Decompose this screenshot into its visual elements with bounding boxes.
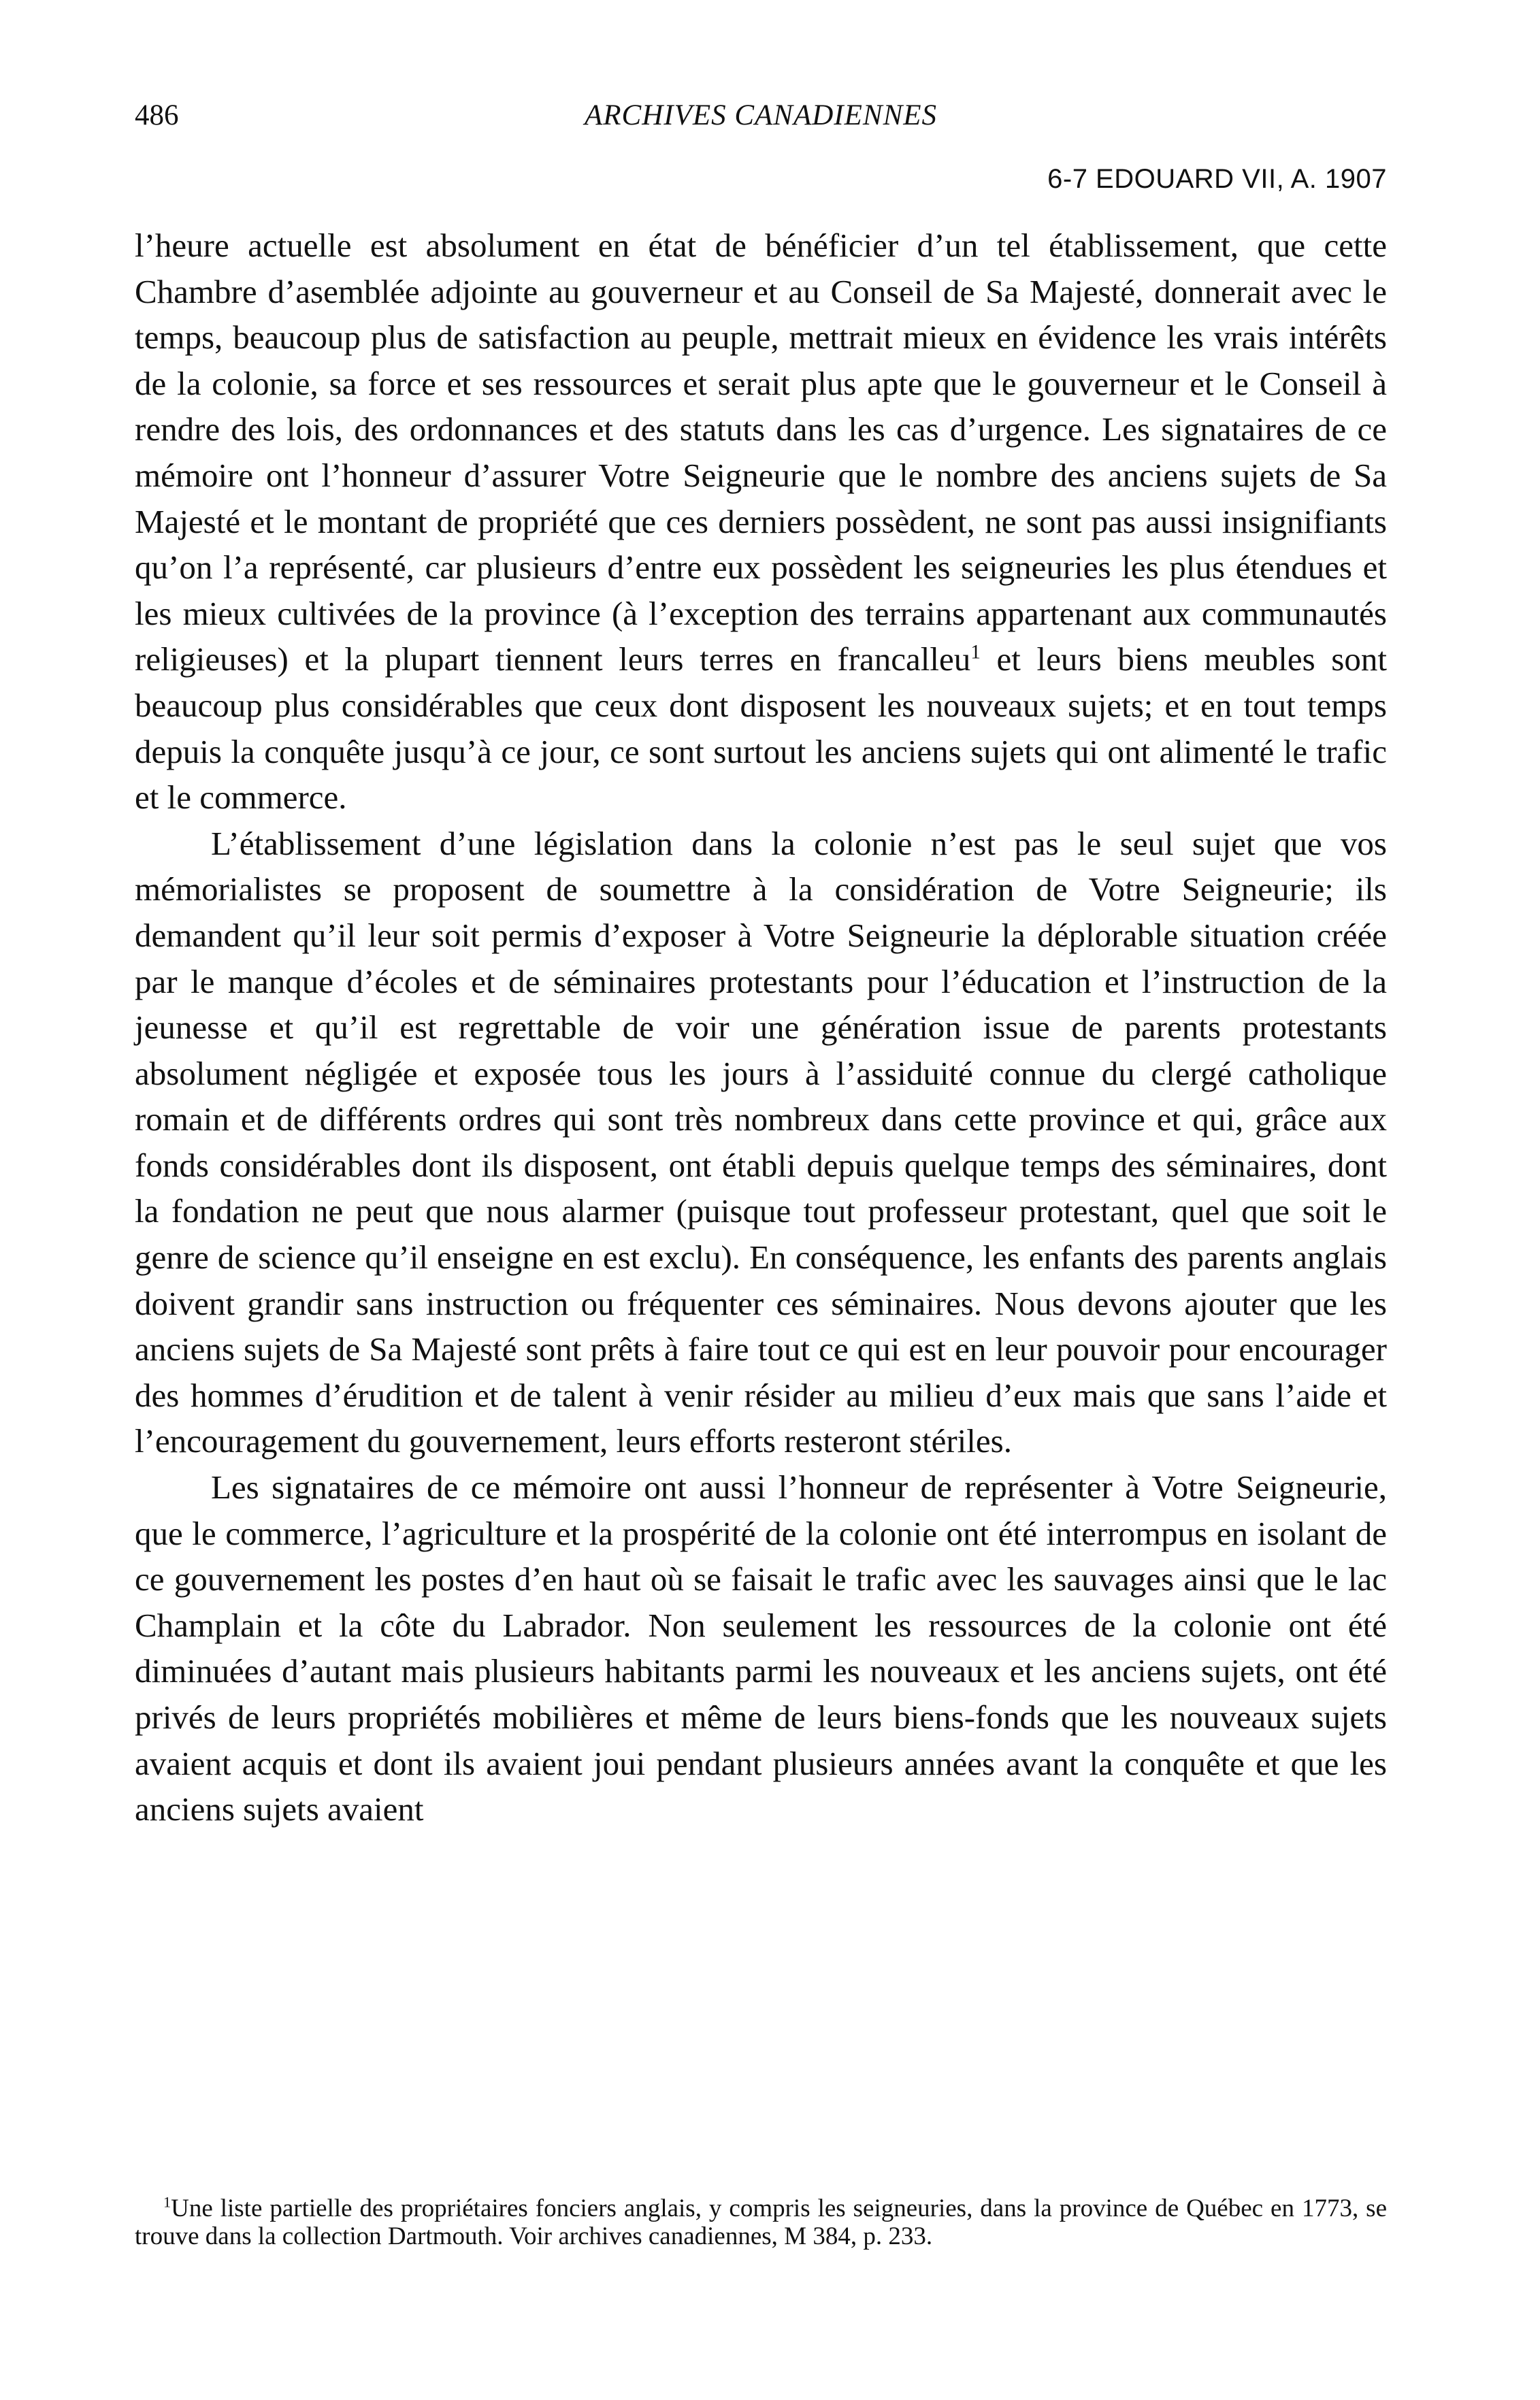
footnote-text: Une liste partielle des propriétaires fonciers anglais, y compris les seigneuries, dans la province de Québec en 1773, se trouve dans la collection Dartmouth. Voir archives canadiennes, M 384, p. 233. — [135, 2194, 1387, 2250]
session-label: 6-7 EDOUARD VII, A. 1907 — [1047, 164, 1387, 194]
paragraph-1-part-b: et leurs biens meubles sont beaucoup plus considérables que ceux dont disposent les nouveaux sujets; et en tout temps depuis la conquête jusqu’à ce jour, ce sont surtout les anciens sujets qui ont alimenté le trafic et le commerce. — [135, 640, 1387, 817]
paragraph-3: Les signataires de ce mémoire ont aussi l’honneur de représenter à Votre Seigneurie, que le commerce, l’agriculture et la prospérité de la colonie ont été interrompus en isolant de ce gouvernement les postes d’en haut où se faisait le trafic avec les sauvages ainsi que le lac Champlain et la côte du Labrador. Non seulement les ressources de la colonie ont été diminuées d’autant mais plusieurs habitants parmi les nouveaux et les anciens sujets, ont été privés de leurs propriétés mobilières et même de leurs biens-fonds que les nouveaux sujets avaient acquis et dont ils avaient joui pendant plusieurs années avant la conquête et que les anciens sujets avaient — [135, 1468, 1387, 1828]
paragraph-2: L’établissement d’une législation dans la colonie n’est pas le seul sujet que vos mémorialistes se proposent de soumettre à la considération de Votre Seigneurie; ils demandent qu’il leur soit permis d’exposer à Votre Seigneurie la déplorable situation créée par le manque d’écoles et de séminaires protestants pour l’éducation et l’instruction de la jeunesse et qu’il est regrettable de voir une génération issue de parents protestants absolument négligée et exposée tous les jours à l’assiduité connue du clergé catholique romain et de différents ordres qui sont très nombreux dans cette province et qui, grâce aux fonds considérables dont ils disposent, ont établi depuis quelque temps des séminaires, dont la fondation ne peut que nous alarmer (puisque tout professeur protestant, quel que soit le genre de science qu’il enseigne en est exclu). En conséquence, les enfants des parents anglais doivent grandir sans instruction ou fréquenter ces séminaires. Nous devons ajouter que les anciens sujets de Sa Majesté sont prêts à faire tout ce qui est en leur pouvoir pour encourager des hommes d’érudition et de talent à venir résider au milieu d’eux mais que sans l’aide et l’encouragement du gouvernement, leurs efforts resteront stériles. — [135, 824, 1387, 1460]
paragraph-1 — [135, 223, 1387, 821]
page-header — [135, 95, 1387, 136]
footnote-1 — [135, 2194, 1387, 2250]
paragraph-1-part-a: l’heure actuelle est absolument en état de bénéficier d’un tel établissement, que cette Chambre d’asemblée adjointe au gouverneur et au Conseil de Sa Majesté, donnerait avec le temps, beaucoup plus de satisfaction au peuple, mettrait mieux en évidence les vrais intérêts de la colonie, sa force et ses ressources et serait plus apte que le gouverneur et le Conseil à rendre des lois, des ordonnances et des statuts dans les cas d’urgence. Les signataires de ce mémoire ont l’honneur d’assurer Votre Seigneurie que le nombre des anciens sujets de Sa Majesté et le montant de propriété que ces derniers possèdent, ne sont pas aussi insignifiants qu’on l’a représenté, car plusieurs d’entre eux possèdent les seigneuries les plus étendues et les mieux cultivées de la province (à l’exception des terrains appartenant aux communautés religieuses) et la plupart tiennent leurs terres en francalleu — [135, 227, 1387, 678]
footnote-marker: 1 — [163, 2193, 171, 2211]
running-title: ARCHIVES CANADIENNES — [584, 99, 938, 131]
body-text — [135, 223, 1387, 1832]
footnotes — [135, 2194, 1387, 2250]
page-number: 486 — [135, 99, 179, 131]
footnote-reference: 1 — [970, 642, 981, 664]
